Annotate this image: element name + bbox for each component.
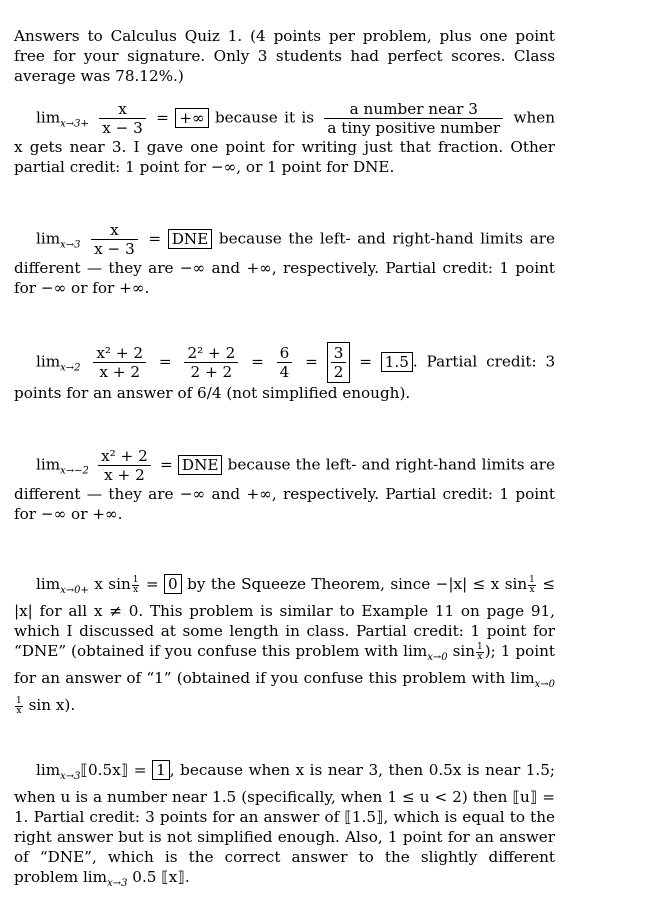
boxed-answer: 0 xyxy=(164,574,182,594)
limit-symbol: lim xyxy=(36,352,61,371)
explanation-text: because the left- and right-hand limits are different — they are −∞ and +∞, respectively. Partial credit: 1 point for −∞ or +∞. xyxy=(14,455,556,523)
equals-sign: = xyxy=(156,108,169,127)
limit-symbol: lim xyxy=(36,455,61,474)
boxed-answer: +∞ xyxy=(175,108,208,128)
substituted-fraction xyxy=(184,344,238,381)
limit-fraction xyxy=(93,344,146,381)
limit-subscript: x→2 xyxy=(60,362,81,374)
limit-symbol: lim xyxy=(36,108,61,127)
boxed-fraction-answer xyxy=(327,342,351,383)
explanation-text: ≤ |x| for all x ≠ 0. This problem is similar to Example 11 on page 91, which I discussed at some length in class. Partial credit: 1 point for “DNE” (obtained if you confuse this problem with xyxy=(14,575,556,660)
equals-sign: = xyxy=(305,352,318,371)
explanation-text: , because when x is near 3, then 0.5x is near 1.5; when u is a number near 1.5 (specifically, when 1 ≤ u < 2) then ⟦u⟧ = 1. Partial credit: 3 points for an answer of ⟦1.5⟧, which is equal to the right answer but is not simplified enough. Also, 1 point for an answer of “DNE”, which is the correct answer to the slightly different problem xyxy=(14,760,556,886)
fraction-numerator: x xyxy=(91,221,138,240)
small-fraction xyxy=(132,576,140,595)
explanation-text: because it is xyxy=(214,108,315,127)
explanation-text: ); 1 point for an answer of “1” (obtained if you confuse this problem with xyxy=(14,642,555,687)
fraction-numerator: x² + 2 xyxy=(98,447,151,466)
intro-paragraph: Answers to Calculus Quiz 1. (4 points per problem, plus one point free for your signature. Only 3 students had perfect scores. Class average was 78.12%.) xyxy=(14,27,555,85)
limit-symbol: lim xyxy=(36,575,61,593)
problem-3 xyxy=(14,342,555,403)
fraction-numerator: 1 xyxy=(16,695,22,706)
small-fraction xyxy=(528,576,536,595)
equals-sign: = xyxy=(359,352,372,371)
fraction-denominator: a tiny positive number xyxy=(327,119,501,137)
fraction-denominator: x xyxy=(529,584,535,595)
small-fraction xyxy=(476,643,484,662)
equals-sign: = xyxy=(148,229,162,248)
fraction-numerator: 6 xyxy=(277,344,293,363)
equals-sign: = xyxy=(158,352,172,371)
explanation-text: . Partial credit: 3 points for an answer of 6/4 (not simplified enough). xyxy=(14,352,556,402)
explanation-text: because the left- and right-hand limits are different — they are −∞ and +∞, respectively. Partial credit: 1 point for −∞ or for +∞. xyxy=(14,229,555,297)
explanation-text: by the Squeeze Theorem, since −|x| ≤ x sin xyxy=(187,575,528,593)
limit-symbol: lim xyxy=(36,229,61,248)
fraction-denominator: 2 + 2 xyxy=(190,363,233,381)
fraction-denominator: x xyxy=(16,705,22,716)
limit-symbol: lim xyxy=(403,642,428,660)
explanation-text: 0.5 ⟦x⟧. xyxy=(132,867,190,886)
limit-subscript: x→0 xyxy=(534,679,555,690)
limit-symbol: lim xyxy=(36,760,61,779)
limit-subscript: x→3 xyxy=(107,877,128,889)
problem-5 xyxy=(14,574,555,716)
fraction-denominator: x xyxy=(477,651,483,662)
fraction-numerator: 1 xyxy=(132,574,139,585)
limit-symbol: lim xyxy=(82,867,108,886)
boxed-answer: 1.5 xyxy=(381,352,413,372)
limit-fraction xyxy=(91,221,138,258)
problem-4 xyxy=(14,447,555,524)
limit-symbol: lim xyxy=(510,669,535,687)
fraction-numerator: 2² + 2 xyxy=(184,344,238,363)
fraction-numerator: 3 xyxy=(331,344,347,363)
equals-sign: = xyxy=(159,455,173,474)
limit-expression: x sin xyxy=(94,575,131,593)
boxed-answer: DNE xyxy=(168,229,213,249)
fraction-denominator: x − 3 xyxy=(102,119,143,137)
problem-2 xyxy=(14,221,555,298)
explanation-text: sin xyxy=(452,642,476,660)
boxed-answer: 1 xyxy=(152,760,170,780)
limit-subscript: x→3+ xyxy=(60,118,89,130)
fraction-denominator: x + 2 xyxy=(99,363,140,381)
limit-subscript: x→3 xyxy=(60,770,81,782)
fraction-denominator: x + 2 xyxy=(104,466,145,484)
fraction-numerator: 1 xyxy=(529,574,535,585)
limit-subscript: x→−2 xyxy=(60,465,89,477)
fraction-denominator: x − 3 xyxy=(94,240,135,258)
fraction-numerator: x xyxy=(99,100,146,119)
equals-sign: = xyxy=(145,575,159,593)
explanation-text: sin x). xyxy=(28,696,76,714)
limit-subscript: x→0+ xyxy=(60,585,89,596)
fraction-denominator: 4 xyxy=(279,363,290,381)
fraction-denominator: x xyxy=(133,584,139,595)
limit-subscript: x→0 xyxy=(427,652,448,663)
fraction-numerator: x² + 2 xyxy=(93,344,146,363)
limit-fraction xyxy=(99,100,146,137)
fraction-numerator: a number near 3 xyxy=(324,100,503,119)
limit-fraction xyxy=(98,447,151,484)
limit-expression: ⟦0.5x⟧ = xyxy=(80,760,147,779)
simplified-fraction xyxy=(331,344,347,381)
boxed-answer: DNE xyxy=(178,455,223,475)
problem-6 xyxy=(14,760,555,894)
quiz-answers-page xyxy=(14,26,555,894)
word-fraction xyxy=(324,100,503,137)
limit-subscript: x→3 xyxy=(60,239,81,251)
small-fraction xyxy=(15,697,23,716)
evaluated-fraction xyxy=(277,344,293,381)
fraction-numerator: 1 xyxy=(477,641,483,652)
equals-sign: = xyxy=(251,352,264,371)
problem-1 xyxy=(14,100,555,177)
explanation-text: when x gets near 3. I gave one point for writing just that fraction. Other partial credit: 1 point for −∞, or 1 point for DNE. xyxy=(14,108,556,176)
fraction-denominator: 2 xyxy=(333,363,344,381)
